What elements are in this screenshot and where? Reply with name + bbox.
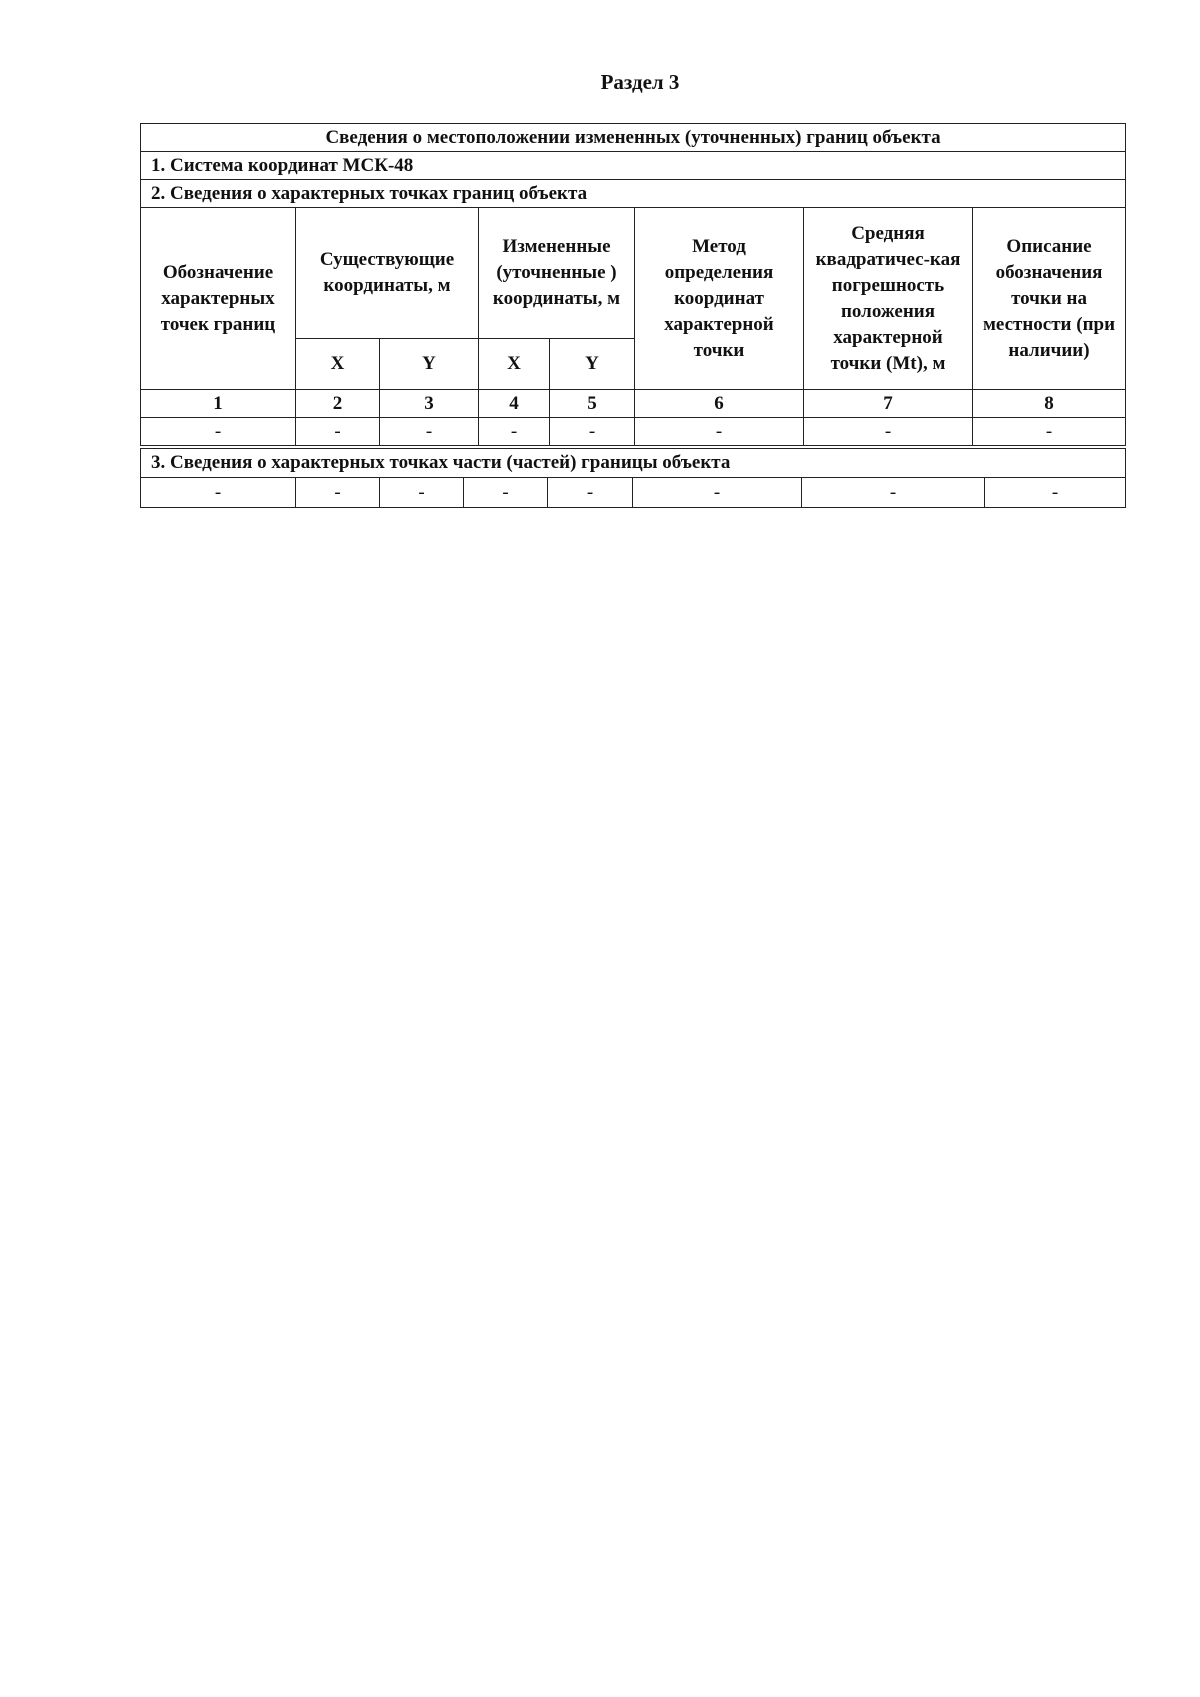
column-number: 5 (550, 390, 635, 418)
table-row (141, 418, 1126, 446)
subheader-changed-x: X (479, 339, 550, 390)
column-number: 6 (635, 390, 804, 418)
coordinate-system-row: 1. Система координат МСК-48 (141, 152, 1126, 180)
header-method: Метод определения координат характерной точки (635, 208, 804, 390)
header-existing-coordinates: Существующие координаты, м (296, 208, 479, 339)
subheader-existing-x: X (296, 339, 380, 390)
table-cell: - (141, 478, 296, 508)
table-cell: - (973, 418, 1126, 446)
column-number: 4 (479, 390, 550, 418)
header-mean-square-error: Средняя квадратичес-кая погрешность положения характерной точки (Mt), м (804, 208, 973, 390)
table-row (141, 478, 1126, 508)
table-caption: Сведения о местоположении измененных (уточненных) границ объекта (141, 124, 1126, 152)
section-title: Раздел 3 (600, 70, 680, 94)
table-cell: - (804, 418, 973, 446)
table-cell: - (380, 478, 464, 508)
column-number: 3 (380, 390, 479, 418)
subheader-changed-y: Y (550, 339, 635, 390)
header-changed-coordinates: Измененные (уточненные ) координаты, м (479, 208, 635, 339)
column-number: 8 (973, 390, 1126, 418)
column-number: 7 (804, 390, 973, 418)
header-point-description: Описание обозначения точки на местности (при наличии) (973, 208, 1126, 390)
header-point-designation: Обозначение характерных точек границ (141, 208, 296, 390)
column-number-row (141, 390, 1126, 418)
table-cell: - (296, 418, 380, 446)
table-cell: - (802, 478, 985, 508)
column-number: 1 (141, 390, 296, 418)
table-cell: - (548, 478, 633, 508)
table-cell: - (479, 418, 550, 446)
table-cell: - (296, 478, 380, 508)
boundary-points-table (140, 123, 1126, 446)
subheader-existing-y: Y (380, 339, 479, 390)
table-cell: - (550, 418, 635, 446)
column-number: 2 (296, 390, 380, 418)
table-cell: - (635, 418, 804, 446)
part-boundary-heading: 3. Сведения о характерных точках части (частей) границы объекта (141, 449, 1126, 478)
table-cell: - (141, 418, 296, 446)
part-boundary-points-table (140, 448, 1126, 508)
table-cell: - (464, 478, 548, 508)
table-cell: - (380, 418, 479, 446)
boundary-points-heading: 2. Сведения о характерных точках границ объекта (141, 180, 1126, 208)
table-cell: - (985, 478, 1126, 508)
table-cell: - (633, 478, 802, 508)
